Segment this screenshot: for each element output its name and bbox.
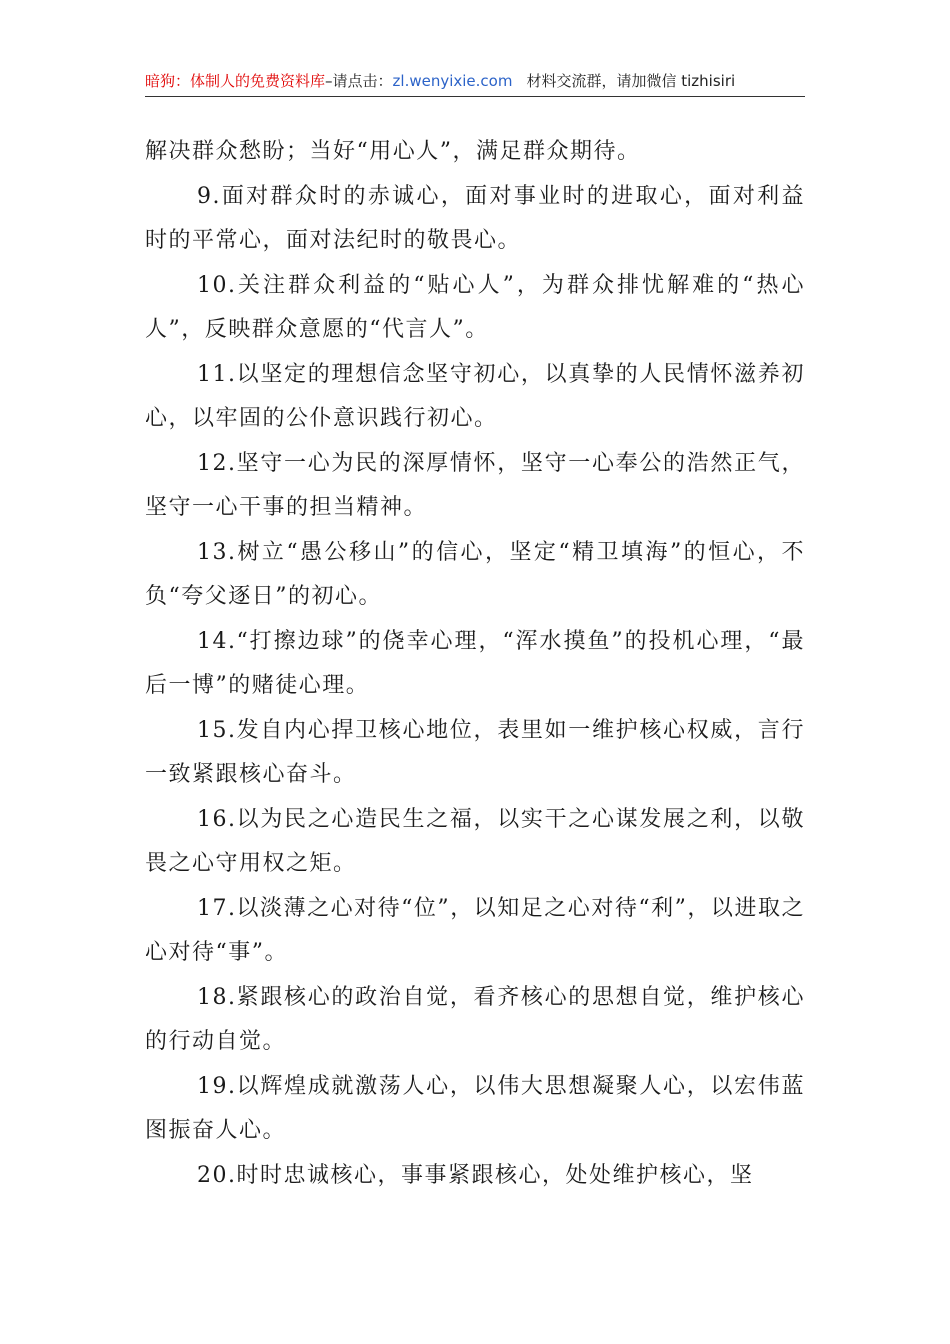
paragraph: 13.树立“愚公移山”的信心，坚定“精卫填海”的恒心，不负“夸父逐日”的初心。 <box>145 539 805 609</box>
header-url-link[interactable]: zl.wenyixie.com <box>392 72 513 90</box>
paragraph: 10.关注群众利益的“贴心人”，为群众排忧解难的“热心人”，反映群众意愿的“代言人”。 <box>145 272 805 342</box>
document-body <box>145 130 805 1198</box>
paragraph: 18.紧跟核心的政治自觉，看齐核心的思想自觉，维护核心的行动自觉。 <box>145 984 805 1054</box>
paragraph: 解决群众愁盼；当好“用心人”，满足群众期待。 <box>145 139 641 164</box>
paragraph: 11.以坚定的理想信念坚守初心，以真挚的人民情怀滋养初心，以牢固的公仆意识践行初心。 <box>145 361 805 431</box>
paragraph: 16.以为民之心造民生之福，以实干之心谋发展之利，以敬畏之心守用权之矩。 <box>145 806 805 876</box>
header-brand: 暗狗：体制人的免费资料库 <box>145 72 326 90</box>
paragraph: 20.时时忠诚核心，事事紧跟核心，处处维护核心，坚 <box>197 1162 754 1188</box>
paragraph: 14.“打擦边球”的侥幸心理，“浑水摸鱼”的投机心理，“最后一博”的赌徒心理。 <box>145 628 805 698</box>
page-header <box>145 66 805 96</box>
header-click-prompt: –请点击： <box>325 72 393 90</box>
paragraph: 15.发自内心捍卫核心地位，表里如一维护核心权威，言行一致紧跟核心奋斗。 <box>145 717 805 787</box>
paragraph: 12.坚守一心为民的深厚情怀，坚守一心奉公的浩然正气，坚守一心干事的担当精神。 <box>145 450 805 520</box>
paragraph: 9.面对群众时的赤诚心，面对事业时的进取心，面对利益时的平常心，面对法纪时的敬畏心。 <box>145 183 805 253</box>
paragraph: 19.以辉煌成就激荡人心，以伟大思想凝聚人心，以宏伟蓝图振奋人心。 <box>145 1073 805 1143</box>
header-group-note: 材料交流群，请加微信 tizhisiri <box>526 72 736 90</box>
header-divider <box>145 96 805 97</box>
paragraph: 17.以淡薄之心对待“位”，以知足之心对待“利”，以进取之心对待“事”。 <box>145 895 805 965</box>
